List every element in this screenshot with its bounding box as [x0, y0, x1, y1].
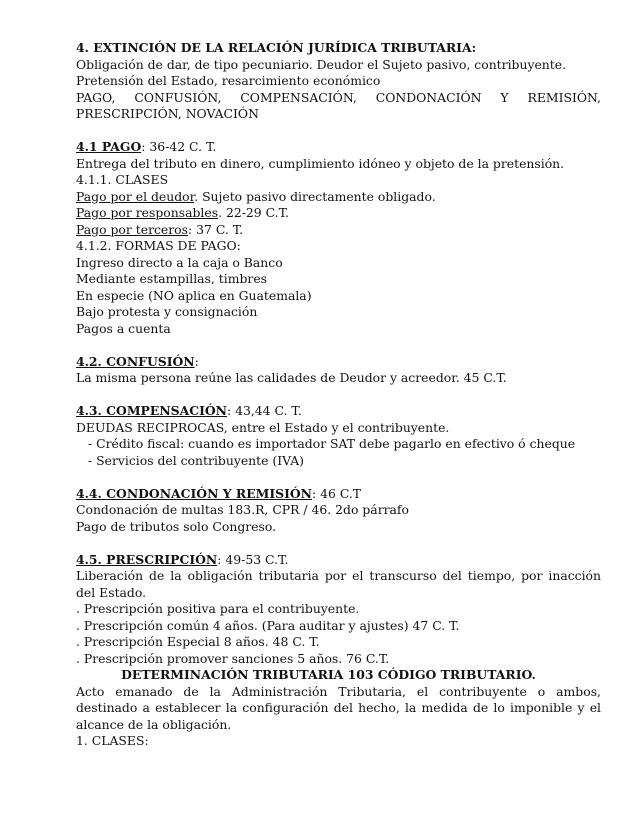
- text-line: Pretensión del Estado, resarcimiento económico: [76, 73, 381, 88]
- list-item: - Crédito fiscal: cuando es importador SAT debe pagarlo en efectivo ó cheque: [88, 436, 576, 451]
- text-line: PAGO, CONFUSIÓN, COMPENSACIÓN, CONDONACIÓN Y REMISIÓN,: [76, 89, 601, 105]
- text-line: Entrega del tributo en dinero, cumplimiento idóneo y objeto de la pretensión.: [76, 155, 565, 171]
- list-item: En especie (NO aplica en Guatemala): [76, 287, 312, 303]
- section-4-title: 4. EXTINCIÓN DE LA RELACIÓN JURÍDICA TRIBUTARIA:: [76, 40, 477, 55]
- list-item: Pago por el deudor. Sujeto pasivo directamente obligado.: [76, 188, 436, 204]
- text-line: 4.1.2. FORMAS DE PAGO:: [76, 238, 241, 253]
- section-ref: : 36-42 C. T.: [141, 139, 217, 154]
- list-item: Pago por terceros: 37 C. T.: [76, 221, 244, 237]
- section-4-4-heading: 4.4. CONDONACIÓN Y REMISIÓN: 46 C.T: [76, 485, 362, 501]
- list-item: Pagos a cuenta: [76, 320, 171, 336]
- text-paragraph: Liberación de la obligación tributaria por el transcurso del tiempo, por inacción del Estado.: [76, 568, 601, 600]
- list-item: . Prescripción Especial 8 años. 48 C. T.: [76, 634, 320, 649]
- section-4-5-heading: 4.5. PRESCRIPCIÓN: 49-53 C.T.: [76, 551, 289, 567]
- text-paragraph: Acto emanado de la Administración Tributaria, el contribuyente o ambos, destinado a establecer la configuración del hecho, la medida de lo imponible y el alcance de la obligación.: [76, 683, 601, 732]
- text-line: 1. CLASES:: [76, 733, 149, 748]
- document-page: [76, 40, 601, 750]
- determinacion-title: DETERMINACIÓN TRIBUTARIA 103 CÓDIGO TRIBUTARIO.: [121, 667, 536, 682]
- list-item: . Prescripción positiva para el contribuyente.: [76, 601, 360, 616]
- list-item: Ingreso directo a la caja o Banco: [76, 254, 283, 270]
- section-4-2-heading: 4.2. CONFUSIÓN:: [76, 353, 199, 369]
- text-line: DEUDAS RECIPROCAS, entre el Estado y el contribuyente.: [76, 419, 450, 435]
- text-line: Condonación de multas 183.R, CPR / 46. 2do párrafo: [76, 502, 409, 517]
- section-4-3-heading: 4.3. COMPENSACIÓN: 43,44 C. T.: [76, 403, 302, 418]
- list-item: Pago por responsables. 22-29 C.T.: [76, 205, 289, 220]
- text-line: Obligación de dar, de tipo pecuniario. Deudor el Sujeto pasivo, contribuyente.: [76, 56, 567, 72]
- section-4-1-title: 4.1 PAGO: [76, 139, 142, 154]
- section-4-5-title: 4.5. PRESCRIPCIÓN: [76, 551, 218, 567]
- section-4-2-title: 4.2. CONFUSIÓN: [76, 353, 195, 369]
- list-item: Mediante estampillas, timbres: [76, 271, 268, 286]
- section-4-3-title: 4.3. COMPENSACIÓN: [76, 403, 227, 418]
- section-4-1-heading: [76, 139, 601, 156]
- list-item: . Prescripción promover sanciones 5 años. 76 C.T.: [76, 650, 390, 666]
- text-line: La misma persona reúne las calidades de Deudor y acreedor. 45 C.T.: [76, 370, 507, 385]
- list-item: Bajo protesta y consignación: [76, 304, 258, 319]
- text-line: Pago de tributos solo Congreso.: [76, 518, 277, 534]
- list-item: - Servicios del contribuyente (IVA): [88, 452, 304, 468]
- section-4-4-title: 4.4. CONDONACIÓN Y REMISIÓN: [76, 485, 313, 501]
- list-item: . Prescripción común 4 años. (Para auditar y ajustes) 47 C. T.: [76, 617, 460, 633]
- text-line: 4.1.1. CLASES: [76, 172, 169, 187]
- text-line: PRESCRIPCIÓN, NOVACIÓN: [76, 106, 259, 121]
